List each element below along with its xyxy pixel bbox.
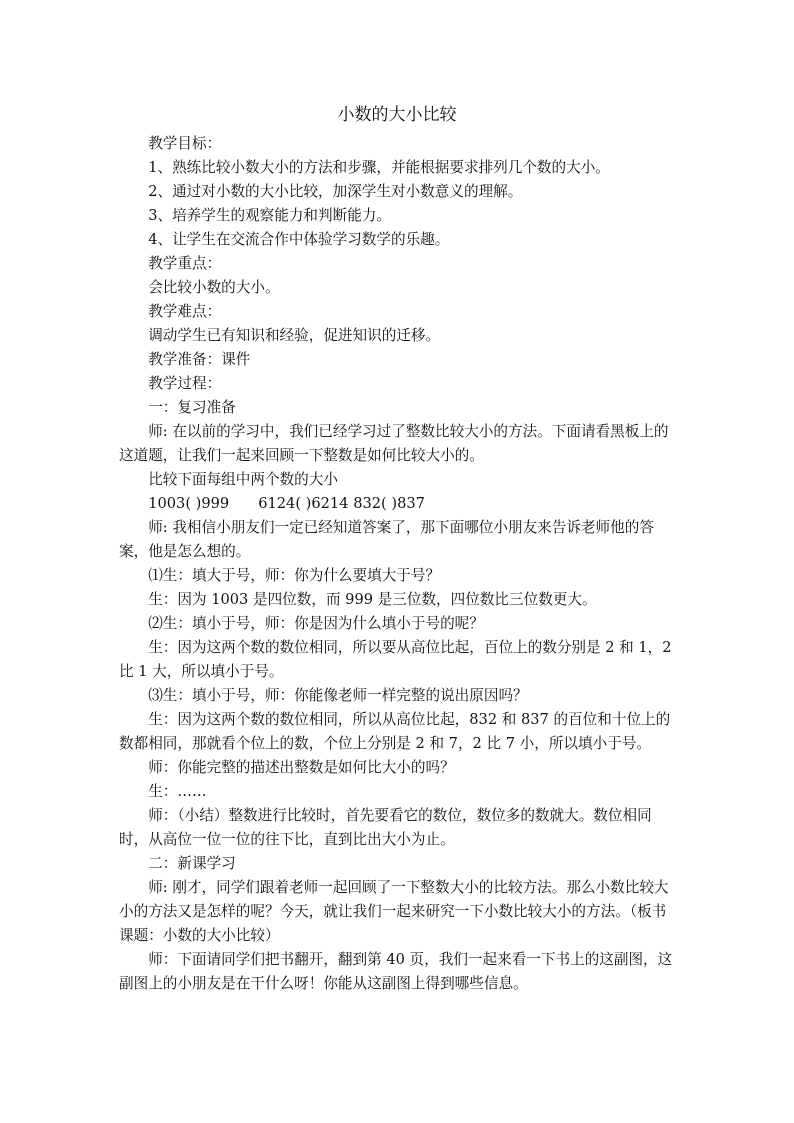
teacher-new-topic: 师: 刚才，同学们跟着老师一起回顾了一下整数大小的比较方法。那么小数比较大小的方法又是怎样的呢？今天，就让我们一起来研究一下小数比较大小的方法。（板书课题：小数的大小比较） [119,879,669,944]
key-point: 会比较小数的大小。 [148,279,280,296]
compare-item-2: 6124( )6214 [258,495,349,512]
objective-1: 1、熟练比较小数大小的方法和步骤，并能根据要求排列几个数的大小。 [148,159,610,176]
heading-difficulty: 教学难点： [148,303,222,320]
teacher-describe: 师：你能完整的描述出整数是如何比大小的吗？ [148,759,455,776]
heading-objectives: 教学目标： [148,135,222,152]
student-reason-3: 生：因为这两个数的数位相同，所以从高位比起，832 和 837 的百位和十位上的数都相同，那就看个位上的数，个位上分别是 2 和 7，2 比 7 小，所以填小于号。 [119,711,671,752]
compare-items [119,492,675,516]
preparation: 教学准备：课件 [148,351,251,368]
section-review: 一：复习准备 [148,399,236,416]
compare-instruction: 比较下面每组中两个数的大小 [148,471,338,488]
teacher-question: 师: 我相信小朋友们一定已经知道答案了，那下面哪位小朋友来告诉老师他的答案，他是怎么想的。 [119,519,654,560]
heading-process: 教学过程： [148,375,222,392]
document-page [119,100,675,996]
heading-key-point: 教学重点： [148,255,222,272]
student-reason-1: 生：因为 1003 是四位数，而 999 是三位数，四位数比三位数更大。 [148,591,597,608]
student-answer-2: ⑵生：填小于号，师：你是因为什么填小于号的呢？ [148,615,484,632]
objective-3: 3、培养学生的观察能力和判断能力。 [148,207,391,224]
teacher-summary: 师：（小结）整数进行比较时，首先要看它的数位，数位多的数就大。数位相同时，从高位一位一位的往下比，直到比出大小为止。 [119,807,652,848]
teacher-book-page: 师：下面请同学们把书翻开，翻到第 40 页，我们一起来看一下书上的这副图，这副图上的小朋友是在干什么呀！你能从这副图上得到哪些信息。 [119,951,673,992]
student-reason-2: 生：因为这两个数的数位相同，所以要从高位比起，百位上的数分别是 2 和 1，2 比 1 大，所以填小于号。 [119,639,677,680]
document-title: 小数的大小比较 [337,105,457,125]
student-ellipsis: 生：…… [148,783,207,800]
student-answer-3: ⑶生：填小于号，师：你能像老师一样完整的说出原因吗？ [148,687,528,704]
difficulty: 调动学生已有知识和经验，促进知识的迁移。 [148,327,441,344]
objective-2: 2、通过对小数的大小比较，加深学生对小数意义的理解。 [148,183,523,200]
section-new-lesson: 二：新课学习 [148,855,236,872]
teacher-intro: 师: 在以前的学习中，我们已经学习过了整数比较大小的方法。下面请看黑板上的这道题，让我们一起来回顾一下整数是如何比较大小的。 [119,423,669,464]
compare-item-3: 832( )837 [353,495,425,512]
student-answer-1: ⑴生：填大于号，师：你为什么要填大于号？ [148,567,441,584]
objective-4: 4、让学生在交流合作中体验学习数学的乐趣。 [148,231,450,248]
compare-item-1: 1003( )999 [148,495,230,512]
